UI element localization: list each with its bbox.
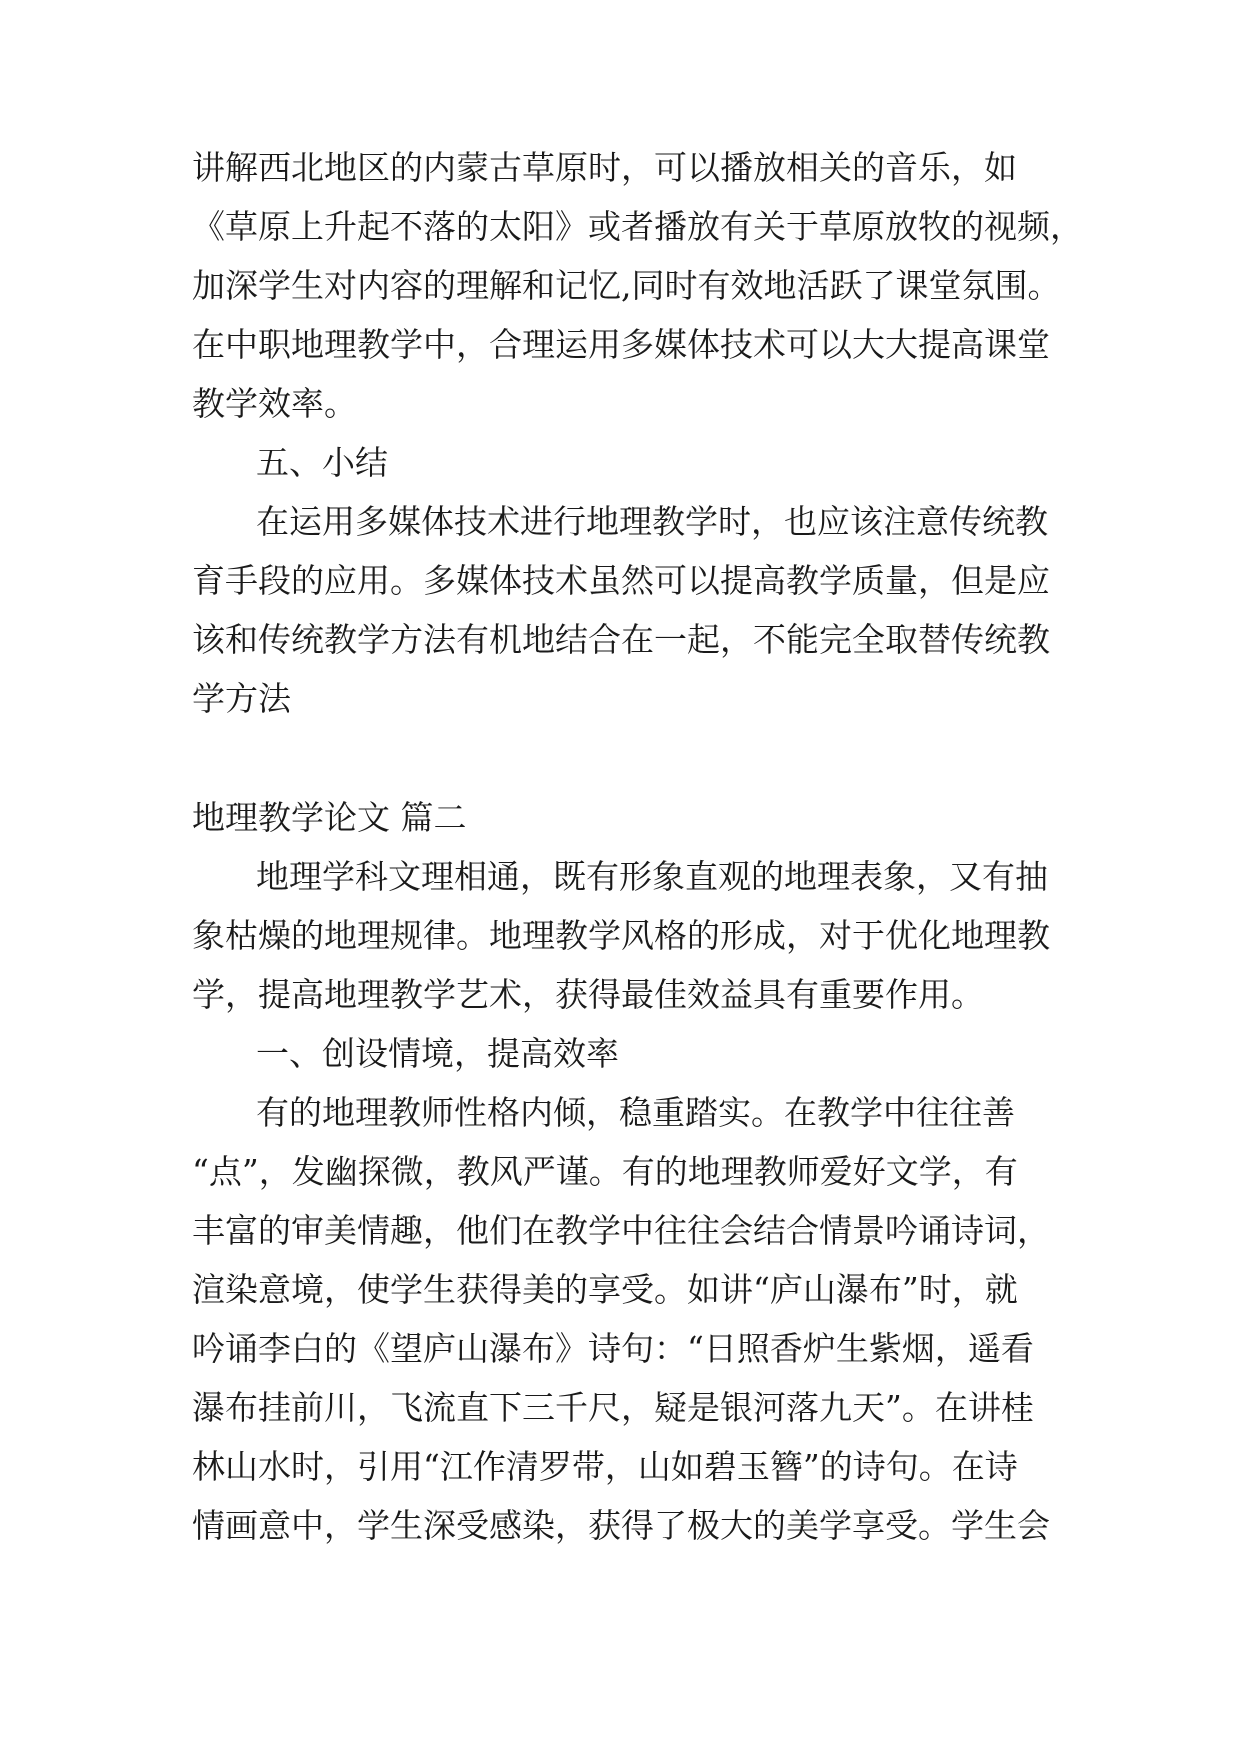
paragraph-line: 该和传统教学方法有机地结合在一起，不能完全取替传统教 xyxy=(192,620,1050,659)
paragraph-line: 地理学科文理相通，既有形象直观的地理表象，又有抽 xyxy=(256,857,1048,896)
paragraph-line: 有的地理教师性格内倾，稳重踏实。在教学中往往善 xyxy=(256,1093,1015,1132)
paragraph-line: 教学效率。 xyxy=(192,384,357,423)
paragraph-line: 在中职地理教学中，合理运用多媒体技术可以大大提高课堂 xyxy=(192,325,1050,364)
paragraph-line: 丰富的审美情趣，他们在教学中往往会结合情景吟诵诗词， xyxy=(192,1211,1050,1250)
paragraph-line: 林山水时，引用“江作清罗带，山如碧玉簪”的诗句。在诗 xyxy=(192,1447,1018,1486)
paragraph-line: 象枯燥的地理规律。地理教学风格的形成，对于优化地理教 xyxy=(192,916,1050,955)
paragraph-line: 渲染意境，使学生获得美的享受。如讲“庐山瀑布”时，就 xyxy=(192,1270,1018,1309)
paragraph-line: 情画意中，学生深受感染，获得了极大的美学享受。学生会 xyxy=(192,1506,1050,1545)
paragraph-line: 育手段的应用。多媒体技术虽然可以提高教学质量，但是应 xyxy=(192,561,1050,600)
paragraph-line: 加深学生对内容的理解和记忆,同时有效地活跃了课堂氛围。 xyxy=(192,266,1061,305)
paragraph-line: 学，提高地理教学艺术，获得最佳效益具有重要作用。 xyxy=(192,975,984,1014)
paragraph-line: 《草原上升起不落的太阳》或者播放有关于草原放牧的视频， xyxy=(192,207,1083,246)
paragraph-line: 学方法 xyxy=(192,679,291,718)
section-heading: 一、创设情境，提高效率 xyxy=(256,1034,619,1073)
paragraph-line: 讲解西北地区的内蒙古草原时，可以播放相关的音乐，如 xyxy=(192,148,1017,187)
section-heading: 五、小结 xyxy=(256,443,388,482)
paragraph-line: 瀑布挂前川，飞流直下三千尺，疑是银河落九天”。在讲桂 xyxy=(192,1388,1034,1427)
paragraph-line: 吟诵李白的《望庐山瀑布》诗句：“日照香炉生紫烟，遥看 xyxy=(192,1329,1034,1368)
paragraph-line: “点”，发幽探微，教风严谨。有的地理教师爱好文学，有 xyxy=(192,1152,1018,1191)
article-title: 地理教学论文 篇二 xyxy=(192,798,467,837)
paragraph-line: 在运用多媒体技术进行地理教学时，也应该注意传统教 xyxy=(256,502,1048,541)
